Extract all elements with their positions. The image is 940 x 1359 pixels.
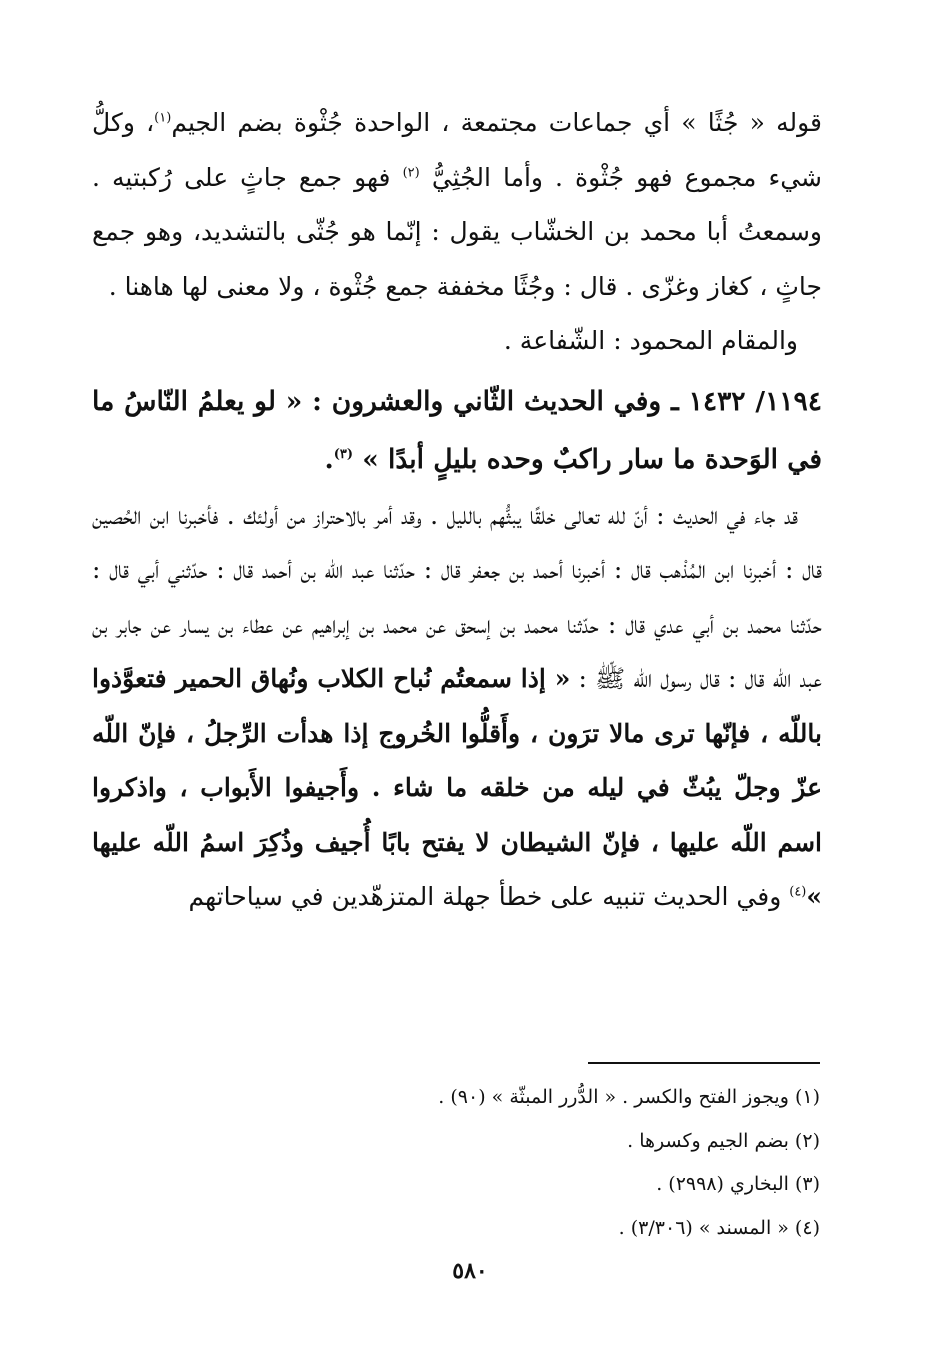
explanation-text-3: فهو جمع جاثٍ على رُكبتيه . وسمعتُ أبا محمد بن الخشّاب يقول : إنّما هو جُثّى بالتشديد، وهو جمع جاثٍ ، كغاز وغزّى . قال : وجُثًا مخففة جمع جُثْوة ، ولا معنى لها هاهنا . <box>92 162 822 301</box>
footnote-1: (١) ويجوز الفتح والكسر . « الدُّرر المبثّة » (٩٠) . <box>438 1086 820 1108</box>
paragraph-shafaa: والمقام المحمود : الشّفاعة . <box>503 326 798 355</box>
commentary-intro: قد جاء في الحديث : أنّ لله تعالى خلقًا يبثُّهم بالليل . وقد أمر بالاحتراز من أولئك . فأخبرنا ابن الحُصين قال : أخبرنا ابن المُذْهب قال : أخبرنا أحمد بن جعفر قال : حدّثنا عبد الله بن أحمد قال : حدّثني أبي قال : حدّثنا محمد بن أبي عدي قال : حدّثنا محمد بن إسحق عن محمد بن إبراهيم عن عطاء بن يسار عن جابر بن عبد الله قال : قال رسول الله ﷺ : <box>92 500 822 693</box>
hadith-heading-text: ١١٩٤/ ١٤٣٢ ـ وفي الحديث الثّاني والعشرون : « لو يعلمُ النّاسُ ما في الوَحدة ما سار راكبٌ وحده بليلٍ أبدًا » <box>92 385 822 475</box>
main-text <box>92 96 822 925</box>
paragraph-commentary <box>92 489 822 925</box>
prophetic-quote: « إذا سمعتُم نُباح الكلاب ونُهاق الحمير فتعوَّذوا باللّه ، فإنّها ترى مالا ترَون ، وأَقلُّوا الخُروج إذا هدأت الرِّجلُ ، فإنّ اللّه عزّ وجلّ يبُثّ في ليله من خلقه ما شاء . وأَجيفوا الأَبواب ، واذكروا اسم اللّه عليها ، فإنّ الشيطان لا يفتح بابًا أُجيف وذُكِرَ اسمُ اللّه عليها » <box>92 664 822 911</box>
explanation-text-1: قوله « جُثًا » أي جماعات مجتمعة ، الواحدة جُثْوة بضم الجيم <box>171 108 822 137</box>
footnote-4: (٤) « المسند » (٣/٣٠٦) . <box>618 1216 820 1239</box>
footnote-divider <box>588 1062 820 1064</box>
hadith-heading <box>92 373 822 489</box>
page-number: ٥٨٠ <box>452 1258 488 1284</box>
footnote-ref-4: (٤) <box>789 884 807 900</box>
commentary-tail: وفي الحديث تنبيه على خطأ جهلة المتزهّدين في سياحاتهم <box>188 882 782 911</box>
footnote-ref-2: (٢) <box>402 165 420 181</box>
footnote-2: (٢) بضم الجيم وكسرها . <box>627 1129 820 1152</box>
footnote-ref-1: (١) <box>154 110 172 126</box>
explanation-text-2: ، وكلُّ شيء مجموع فهو جُثْوة . وأما الجُثِيُّ <box>92 108 823 192</box>
footnote-ref-3: (٣) <box>333 446 353 462</box>
hadith-heading-end: . <box>324 443 334 475</box>
paragraph-explanation <box>92 96 822 314</box>
footnote-3: (٣) البخاري (٢٩٩٨) . <box>656 1173 820 1195</box>
footnotes <box>92 1076 820 1250</box>
